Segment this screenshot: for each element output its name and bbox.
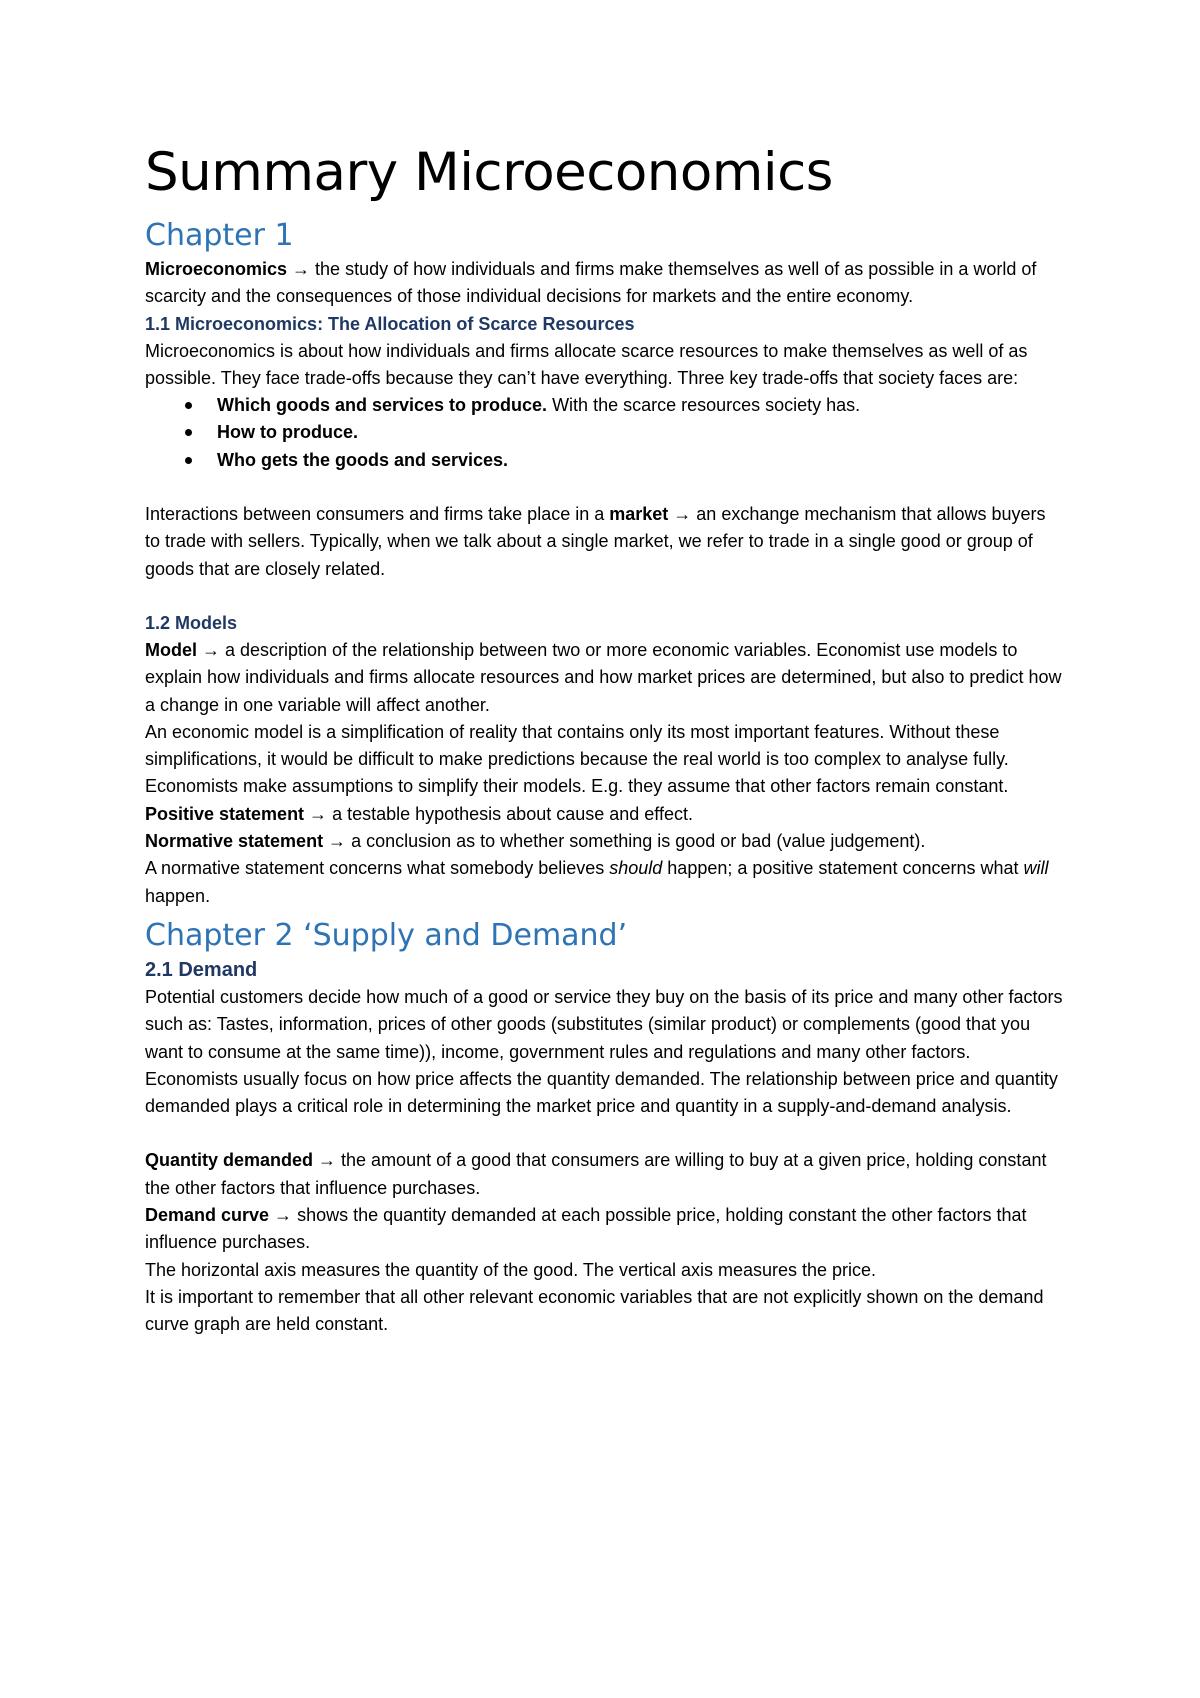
list-item: Who gets the goods and services. — [217, 447, 1065, 474]
quantity-demanded-term: Quantity demanded → — [145, 1150, 337, 1171]
spacer — [145, 1120, 1065, 1147]
definition-text: the study of how individuals and firms make themselves as well of as possible in a world of scarcity and the consequences of those individual decisions for markets and the entire economy. — [145, 259, 1037, 307]
market-term: market → — [609, 504, 692, 525]
demand-curve-definition: Demand curve → shows the quantity demanded at each possible price, holding constant the other factors that influence purchases. — [145, 1205, 1027, 1253]
section-1-1-heading: 1.1 Microeconomics: The Allocation of Scarce Resources — [145, 313, 635, 334]
model-term: Model → — [145, 639, 220, 660]
spacer — [145, 474, 1065, 501]
positive-statement-definition: Positive statement → a testable hypothesis about cause and effect. — [145, 803, 693, 824]
axes-paragraph: The horizontal axis measures the quantity of the good. The vertical axis measures the price. — [145, 1259, 877, 1280]
market-paragraph: Interactions between consumers and firms take place in a market → an exchange mechanism that allows buyers to trade with sellers. Typically, when we talk about a single market, we refer to trade in a single good or group of goods that are closely related. — [145, 504, 1046, 579]
chapter-1-heading: Chapter 1 — [145, 218, 294, 253]
list-item: How to produce. — [217, 419, 1065, 446]
model-paragraph-3: Economists make assumptions to simplify their models. E.g. they assume that other factors remain constant. — [145, 776, 1009, 797]
section-1-2-heading: 1.2 Models — [145, 612, 238, 633]
section-2-1-heading: 2.1 Demand — [145, 958, 258, 981]
spacer — [145, 583, 1065, 610]
normative-statement-definition: Normative statement → a conclusion as to whether something is good or bad (value judgement). — [145, 831, 926, 852]
microeconomics-definition — [145, 256, 1065, 311]
normative-term: Normative statement → — [145, 831, 347, 852]
chapter-2-heading: Chapter 2 ‘Supply and Demand’ — [145, 917, 628, 953]
quantity-demanded-definition: Quantity demanded → the amount of a good that consumers are willing to buy at a given price, holding constant the other factors that influence purchases. — [145, 1150, 1047, 1198]
demand-paragraph-2: Economists usually focus on how price affects the quantity demanded. The relationship between price and quantity demanded plays a critical role in determining the market price and quantity in a supply-and-demand analysis. — [145, 1068, 1058, 1117]
positive-term: Positive statement → — [145, 803, 328, 824]
model-paragraph-2: An economic model is a simplification of reality that contains only its most important features. Without these simplifications, it would be difficult to make predictions because the real world is too complex to analyse fully. — [145, 721, 1009, 770]
trade-offs-list — [145, 392, 1065, 474]
list-item: Which goods and services to produce. With the scarce resources society has. — [217, 392, 1065, 419]
document-page — [145, 140, 1065, 1339]
demand-paragraph-1: Potential customers decide how much of a good or service they buy on the basis of its price and many other factors such as: Tastes, information, prices of other goods (substitutes (similar product) or complements (good that you want to consume at the same time)), income, government rules and regulations and many other factors. — [145, 986, 1063, 1062]
document-title: Summary Microeconomics — [145, 142, 833, 203]
definition-term: Microeconomics → — [145, 259, 311, 279]
normative-vs-positive-paragraph: A normative statement concerns what somebody believes should happen; a positive statement concerns what will happen. — [145, 858, 1049, 906]
section-1-1-paragraph: Microeconomics is about how individuals and firms allocate scarce resources to make themselves as well of as possible. They face trade-offs because they can’t have everything. Three key trade-offs that society faces are: — [145, 340, 1028, 388]
held-constant-paragraph: It is important to remember that all other relevant economic variables that are not explicitly shown on the demand curve graph are held constant. — [145, 1286, 1044, 1335]
model-definition: Model → a description of the relationship between two or more economic variables. Economist use models to explain how individuals and firms allocate resources and how market prices are determined, but also to predict how a change in one variable will affect another. — [145, 639, 1062, 715]
demand-curve-term: Demand curve → — [145, 1205, 293, 1226]
